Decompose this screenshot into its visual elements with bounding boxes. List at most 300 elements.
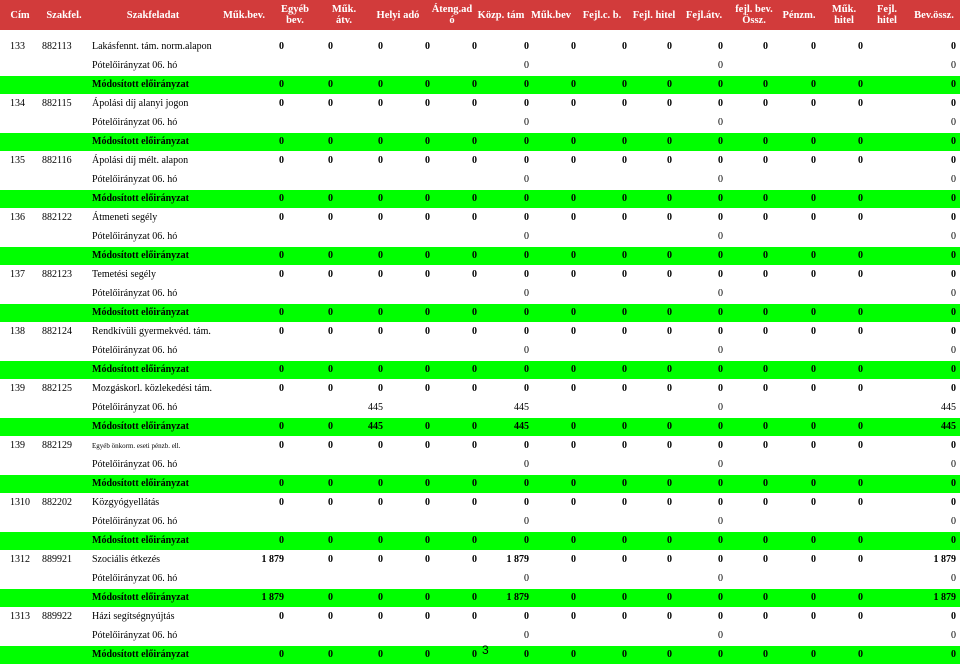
modositott-label: Módosított előirányzat [92,250,189,261]
value-cell: 0 [328,535,333,546]
row-cim: 136 [10,212,25,223]
value-cell: 0 [571,155,576,166]
potelo-label: Pótelőirányzat 06. hó [92,117,178,128]
value-cell: 0 [622,440,627,451]
value-cell: 0 [858,98,863,109]
value-cell: 0 [667,364,672,375]
value-cell: 0 [763,535,768,546]
value-cell: 0 [378,269,383,280]
value-cell: 0 [763,212,768,223]
value-cell: 0 [378,250,383,261]
value-cell: 0 [718,592,723,603]
value-cell: 0 [718,440,723,451]
value-cell: 0 [279,136,284,147]
value-cell: 0 [763,79,768,90]
value-cell: 1 879 [261,592,284,603]
header-col-16: Fejl. hitel [876,4,898,26]
row-szakfel: 889922 [42,611,72,622]
table-row [0,95,960,113]
value-cell: 0 [763,364,768,375]
value-cell: 0 [951,193,956,204]
potelo-label: Pótelőirányzat 06. hó [92,288,178,299]
value-cell: 0 [763,649,768,660]
value-cell: 1 879 [506,554,529,565]
value-cell: 0 [622,98,627,109]
value-cell: 445 [514,421,529,432]
value-cell: 0 [951,516,956,527]
value-cell: 0 [622,41,627,52]
value-cell: 0 [763,98,768,109]
value-cell: 0 [279,478,284,489]
value-cell: 0 [763,193,768,204]
value-cell: 0 [425,611,430,622]
value-cell: 0 [279,155,284,166]
row-szakfel: 882113 [42,41,72,52]
value-cell: 0 [622,478,627,489]
table-row [0,38,960,56]
value-cell: 0 [858,592,863,603]
row-szakfel: 882123 [42,269,72,280]
value-cell: 0 [524,79,529,90]
value-cell: 0 [622,79,627,90]
value-cell: 0 [472,326,477,337]
value-cell: 0 [524,288,529,299]
value-cell: 0 [858,250,863,261]
value-cell: 0 [378,326,383,337]
value-cell: 0 [571,592,576,603]
value-cell: 0 [279,307,284,318]
header-col-11: Fejl. hitel [632,9,676,21]
value-cell: 0 [951,117,956,128]
value-cell: 0 [279,79,284,90]
row-cim: 1313 [10,611,30,622]
value-cell: 0 [378,592,383,603]
value-cell: 0 [571,250,576,261]
value-cell: 0 [951,155,956,166]
row-szakfel: 882202 [42,497,72,508]
table-row [0,152,960,170]
value-cell: 0 [328,440,333,451]
value-cell: 0 [763,155,768,166]
potelo-label: Pótelőirányzat 06. hó [92,345,178,356]
value-cell: 0 [378,98,383,109]
value-cell: 0 [811,269,816,280]
value-cell: 0 [279,212,284,223]
value-cell: 0 [425,212,430,223]
value-cell: 0 [718,174,723,185]
value-cell: 0 [763,383,768,394]
potelo-row [0,456,960,474]
value-cell: 0 [951,383,956,394]
value-cell: 0 [763,440,768,451]
value-cell: 0 [524,649,529,660]
value-cell: 0 [524,231,529,242]
value-cell: 0 [718,364,723,375]
potelo-label: Pótelőirányzat 06. hó [92,630,178,641]
value-cell: 0 [472,497,477,508]
row-cim: 133 [10,41,25,52]
value-cell: 0 [425,592,430,603]
value-cell: 0 [718,117,723,128]
value-cell: 0 [718,269,723,280]
value-cell: 0 [667,326,672,337]
value-cell: 0 [328,364,333,375]
value-cell: 0 [763,478,768,489]
value-cell: 0 [951,174,956,185]
value-cell: 0 [378,136,383,147]
modositott-label: Módosított előirányzat [92,193,189,204]
value-cell: 0 [667,554,672,565]
value-cell: 0 [378,79,383,90]
modositott-row [0,532,960,550]
value-cell: 0 [472,364,477,375]
value-cell: 0 [328,554,333,565]
value-cell: 0 [328,307,333,318]
value-cell: 0 [718,193,723,204]
value-cell: 0 [472,79,477,90]
value-cell: 0 [279,611,284,622]
value-cell: 0 [328,212,333,223]
value-cell: 0 [524,98,529,109]
value-cell: 0 [571,440,576,451]
value-cell: 445 [368,421,383,432]
value-cell: 0 [718,136,723,147]
value-cell: 0 [667,440,672,451]
value-cell: 0 [718,497,723,508]
value-cell: 0 [951,231,956,242]
potelo-row [0,57,960,75]
header-col-13: fejl. bev. Össz. [735,4,773,26]
table-row [0,323,960,341]
value-cell: 0 [718,516,723,527]
value-cell: 0 [763,307,768,318]
value-cell: 0 [858,383,863,394]
value-cell: 0 [622,592,627,603]
value-cell: 0 [279,41,284,52]
value-cell: 0 [571,649,576,660]
header-col-4: Egyéb bev. [280,4,309,26]
value-cell: 0 [328,41,333,52]
value-cell: 0 [472,421,477,432]
value-cell: 0 [279,269,284,280]
value-cell: 0 [279,383,284,394]
value-cell: 0 [328,383,333,394]
value-cell: 0 [951,649,956,660]
value-cell: 0 [472,136,477,147]
value-cell: 0 [622,364,627,375]
value-cell: 0 [524,611,529,622]
value-cell: 0 [951,440,956,451]
header-col-9: Műk.bev [531,9,571,21]
value-cell: 0 [425,554,430,565]
value-cell: 0 [811,326,816,337]
row-szakfeladat: Mozgáskorl. közlekedési tám. [92,383,212,394]
modositott-row [0,247,960,265]
value-cell: 0 [718,459,723,470]
row-szakfeladat: Házi segítségnyújtás [92,611,175,622]
value-cell: 0 [279,649,284,660]
value-cell: 0 [622,136,627,147]
header-col-1: Szakfel. [46,9,82,21]
value-cell: 0 [378,554,383,565]
value-cell: 0 [667,79,672,90]
value-cell: 0 [524,478,529,489]
value-cell: 0 [811,155,816,166]
value-cell: 0 [425,421,430,432]
value-cell: 0 [328,497,333,508]
value-cell: 0 [858,440,863,451]
row-szakfel: 889921 [42,554,72,565]
value-cell: 0 [328,421,333,432]
value-cell: 0 [763,41,768,52]
modositott-label: Módosított előirányzat [92,307,189,318]
value-cell: 0 [472,440,477,451]
value-cell: 0 [622,554,627,565]
value-cell: 0 [524,250,529,261]
value-cell: 0 [951,478,956,489]
modositott-row [0,361,960,379]
header-col-12: Fejl.átv. [685,9,723,21]
value-cell: 0 [524,60,529,71]
value-cell: 0 [667,269,672,280]
value-cell: 0 [378,440,383,451]
value-cell: 0 [811,535,816,546]
value-cell: 0 [622,307,627,318]
value-cell: 0 [811,421,816,432]
modositott-row [0,418,960,436]
row-szakfel: 882115 [42,98,72,109]
value-cell: 0 [622,269,627,280]
value-cell: 0 [571,98,576,109]
value-cell: 0 [571,554,576,565]
row-szakfeladat: Szociális étkezés [92,554,161,565]
value-cell: 0 [524,345,529,356]
value-cell: 0 [667,497,672,508]
value-cell: 0 [425,136,430,147]
value-cell: 0 [667,41,672,52]
potelo-label: Pótelőirányzat 06. hó [92,231,178,242]
value-cell: 0 [279,364,284,375]
value-cell: 0 [425,326,430,337]
value-cell: 1 879 [261,554,284,565]
header-col-3: Műk.bev. [222,9,265,21]
potelo-row [0,399,960,417]
value-cell: 0 [524,193,529,204]
value-cell: 0 [763,554,768,565]
value-cell: 0 [811,478,816,489]
value-cell: 0 [718,573,723,584]
value-cell: 0 [858,421,863,432]
table-row [0,209,960,227]
value-cell: 0 [622,155,627,166]
row-cim: 1312 [10,554,30,565]
row-szakfeladat: Közgyógyellátás [92,497,160,508]
value-cell: 0 [622,421,627,432]
value-cell: 0 [858,611,863,622]
value-cell: 0 [951,212,956,223]
value-cell: 0 [524,212,529,223]
modositott-label: Módosított előirányzat [92,136,189,147]
value-cell: 0 [811,79,816,90]
value-cell: 0 [524,136,529,147]
value-cell: 0 [858,212,863,223]
value-cell: 0 [622,326,627,337]
potelo-label: Pótelőirányzat 06. hó [92,459,178,470]
value-cell: 0 [718,554,723,565]
value-cell: 0 [571,79,576,90]
value-cell: 0 [718,630,723,641]
value-cell: 0 [425,269,430,280]
value-cell: 0 [328,136,333,147]
value-cell: 0 [472,611,477,622]
value-cell: 0 [571,364,576,375]
value-cell: 0 [718,307,723,318]
value-cell: 0 [858,497,863,508]
row-szakfeladat: Rendkívüli gyermekvéd. tám. [92,326,211,337]
value-cell: 0 [622,383,627,394]
value-cell: 445 [941,402,956,413]
header-col-15: Műk. hitel [831,4,857,26]
row-cim: 139 [10,440,25,451]
value-cell: 0 [667,212,672,223]
value-cell: 0 [378,307,383,318]
header-col-14: Pénzm. [782,9,816,21]
value-cell: 0 [328,611,333,622]
value-cell: 0 [524,383,529,394]
value-cell: 0 [951,630,956,641]
value-cell: 0 [524,307,529,318]
value-cell: 0 [425,155,430,166]
value-cell: 0 [763,250,768,261]
value-cell: 0 [811,41,816,52]
value-cell: 0 [811,592,816,603]
value-cell: 0 [425,535,430,546]
value-cell: 0 [667,649,672,660]
value-cell: 0 [571,193,576,204]
value-cell: 0 [811,364,816,375]
value-cell: 0 [858,41,863,52]
value-cell: 0 [524,174,529,185]
potelo-row [0,342,960,360]
value-cell: 0 [524,440,529,451]
value-cell: 0 [524,497,529,508]
value-cell: 0 [718,60,723,71]
value-cell: 0 [328,79,333,90]
value-cell: 1 879 [933,592,956,603]
value-cell: 0 [718,288,723,299]
row-szakfel: 882124 [42,326,72,337]
value-cell: 0 [811,497,816,508]
value-cell: 0 [718,231,723,242]
potelo-row [0,114,960,132]
value-cell: 0 [378,649,383,660]
value-cell: 0 [718,155,723,166]
value-cell: 0 [667,611,672,622]
value-cell: 0 [279,535,284,546]
table-row [0,437,960,455]
value-cell: 0 [718,326,723,337]
value-cell: 0 [328,193,333,204]
header-col-8: Közp. tám [477,9,525,21]
table-row [0,608,960,626]
value-cell: 0 [763,592,768,603]
value-cell: 0 [667,592,672,603]
value-cell: 0 [811,136,816,147]
value-cell: 0 [472,649,477,660]
value-cell: 0 [622,212,627,223]
header-col-10: Fejl.c. b. [582,9,622,21]
value-cell: 0 [667,421,672,432]
header-col-6: Helyi adó [376,9,420,21]
potelo-row [0,627,960,645]
value-cell: 0 [378,478,383,489]
value-cell: 0 [951,345,956,356]
row-szakfel: 882116 [42,155,72,166]
row-szakfeladat: Átmeneti segély [92,212,158,223]
modositott-row [0,646,960,664]
value-cell: 0 [425,478,430,489]
value-cell: 0 [524,269,529,280]
value-cell: 0 [571,269,576,280]
value-cell: 0 [718,41,723,52]
value-cell: 0 [425,649,430,660]
potelo-row [0,513,960,531]
value-cell: 0 [425,497,430,508]
value-cell: 0 [472,383,477,394]
value-cell: 0 [718,649,723,660]
value-cell: 0 [279,193,284,204]
value-cell: 0 [524,535,529,546]
value-cell: 0 [951,288,956,299]
value-cell: 0 [571,497,576,508]
value-cell: 0 [472,193,477,204]
value-cell: 0 [378,41,383,52]
value-cell: 0 [524,573,529,584]
value-cell: 0 [951,459,956,470]
value-cell: 0 [858,326,863,337]
value-cell: 0 [718,478,723,489]
value-cell: 0 [763,497,768,508]
row-cim: 139 [10,383,25,394]
value-cell: 445 [514,402,529,413]
value-cell: 0 [858,155,863,166]
row-cim: 1310 [10,497,30,508]
value-cell: 0 [951,136,956,147]
value-cell: 445 [941,421,956,432]
value-cell: 0 [328,98,333,109]
value-cell: 0 [811,554,816,565]
value-cell: 0 [378,611,383,622]
header-col-0: Cím [10,9,30,21]
value-cell: 0 [667,478,672,489]
value-cell: 0 [951,573,956,584]
value-cell: 0 [378,193,383,204]
value-cell: 0 [279,250,284,261]
value-cell: 0 [571,535,576,546]
value-cell: 0 [811,383,816,394]
value-cell: 0 [667,535,672,546]
potelo-row [0,228,960,246]
value-cell: 0 [858,649,863,660]
value-cell: 0 [524,459,529,470]
value-cell: 0 [667,383,672,394]
value-cell: 0 [718,250,723,261]
table-row [0,551,960,569]
potelo-row [0,570,960,588]
value-cell: 0 [425,440,430,451]
value-cell: 0 [951,535,956,546]
value-cell: 0 [951,611,956,622]
